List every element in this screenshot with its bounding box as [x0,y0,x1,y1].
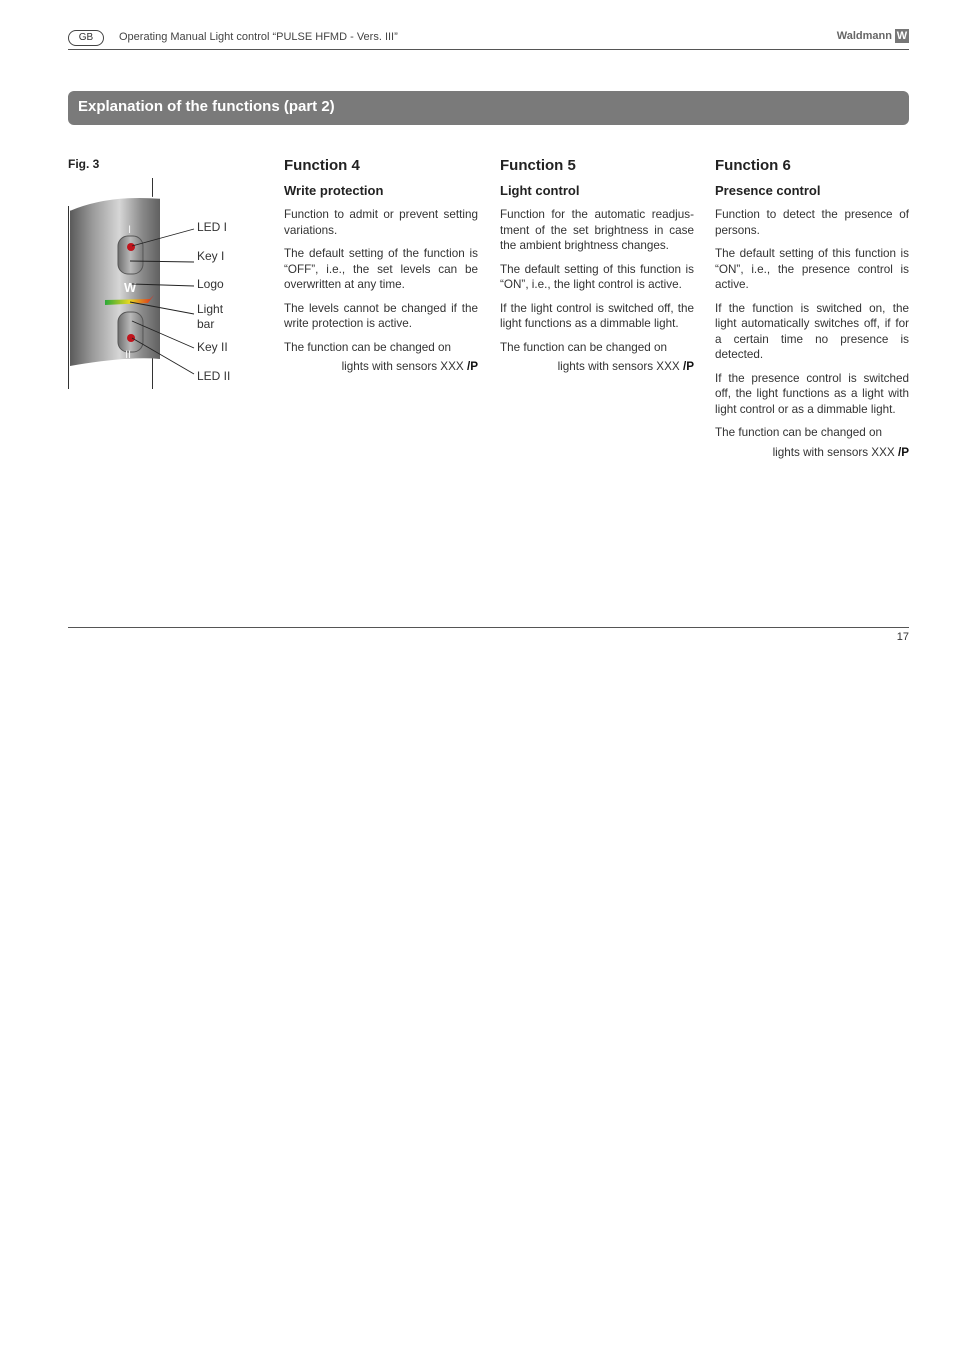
function-6-paragraph: If the presence control is switched off, the light functions as a light with light control or as a dimmable light. [715,371,909,416]
function-4-title: Function 4 [284,157,360,174]
function-5-note-text: lights with sensors XXX [557,360,680,373]
function-4-column [284,157,478,383]
callout-led-two: LED II [197,369,231,383]
brand-name: Waldmann [836,30,892,42]
callout-light-bar: Light bar [197,302,224,331]
function-6-paragraph: If the function is switched on, the light automatically switches off, if for a certain time no presence is detected. [715,301,909,361]
device-illustration [68,176,268,391]
function-4-note [284,359,478,375]
function-6-note [715,445,909,461]
footer-divider [68,627,909,628]
callout-key-two: Key II [197,340,228,354]
function-5-paragraph: If the light control is switched off, the light functions as a dimmable light. [500,301,694,330]
function-5-paragraph: The function can be changed on [500,340,667,354]
function-6-paragraph: The default setting of this function is “ON”, i.e., the presence control is active. [715,247,909,291]
callout-logo: Logo [197,277,224,291]
page-number: 17 [896,631,909,643]
callout-led-one: LED I [197,220,228,234]
function-4-paragraph: The levels cannot be changed if the write protection is active. [284,301,478,330]
function-6-note-suffix: /P [897,445,909,459]
function-5-paragraph: The default setting of this function is “ON”, i.e., the light control is active. [500,262,694,291]
key-two-mark: II [125,349,132,361]
function-5-title: Function 5 [500,157,576,174]
function-6-title: Function 6 [715,157,791,174]
figure-label: Fig. 3 [68,157,100,171]
page-header [68,28,909,50]
function-4-paragraph: The default setting of the function is “OFF”, i.e., the set levels can be overwritten at any time. [284,247,478,291]
function-5-subtitle: Light control [500,183,580,198]
function-6-paragraph: Function to detect the presence of persons. [715,208,909,237]
function-5-paragraph: Function for the automatic readjus-tment of the set brightness in case the ambient brightness changes. [500,208,694,252]
function-4-paragraph: Function to admit or prevent setting variations. [284,208,478,237]
device-drawing [68,176,268,391]
brand [837,29,909,43]
callout-key-one: Key I [197,249,225,263]
function-6-note-text: lights with sensors XXX [772,445,895,459]
section-title: Explanation of the functions (part 2) [78,98,335,115]
language-badge: GB [68,30,104,46]
function-5-column [500,157,694,383]
function-6-column [715,157,909,468]
function-4-note-suffix: /P [466,360,478,373]
section-banner [68,91,909,125]
function-5-note [500,359,694,375]
device-logo-mark: W [124,280,137,295]
function-6-subtitle: Presence control [715,183,821,198]
function-6-paragraph: The function can be changed on [715,426,882,439]
manual-title: Operating Manual Light control “PULSE HFMD - Vers. III” [119,31,398,43]
key-one-mark: I [128,224,132,236]
function-4-subtitle: Write protection [284,183,384,198]
function-4-note-text: lights with sensors XXX [341,360,464,373]
brand-logo-icon: W [896,30,908,42]
function-4-paragraph: The function can be changed on [284,340,451,354]
function-5-note-suffix: /P [682,360,694,373]
